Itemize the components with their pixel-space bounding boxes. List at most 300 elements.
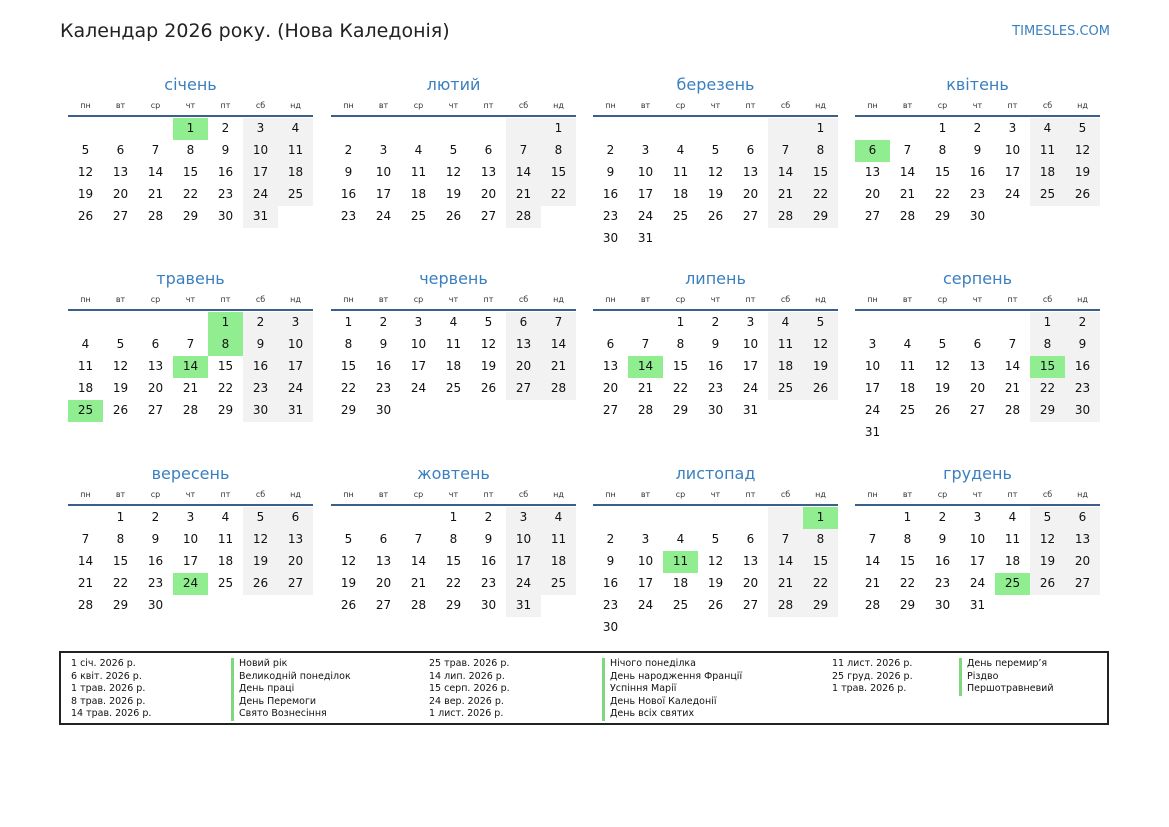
day-cell[interactable]: 18 [899,381,916,395]
day-cell[interactable]: 9 [151,532,160,546]
day-cell[interactable]: 3 [641,532,650,546]
day-cell[interactable]: 14 [147,165,164,179]
day-cell[interactable]: 7 [414,532,423,546]
day-cell[interactable]: 3 [868,337,877,351]
day-cell[interactable]: 3 [243,118,278,140]
day-cell[interactable]: 7 [151,143,160,157]
day-cell[interactable]: 10 [243,140,278,162]
day-cell[interactable]: 24 [410,381,427,395]
day-cell[interactable]: 3 [379,143,388,157]
day-cell[interactable]: 5 [1030,507,1065,529]
day-cell[interactable]: 27 [147,403,164,417]
day-cell[interactable]: 18 [445,359,462,373]
day-cell[interactable]: 22 [1030,378,1065,400]
day-cell[interactable]: 9 [1065,334,1100,356]
day-cell[interactable]: 13 [864,165,881,179]
day-cell[interactable]: 16 [243,356,278,378]
day-cell[interactable]: 21 [410,576,427,590]
day-cell[interactable]: 9 [484,532,493,546]
day-cell[interactable]: 27 [278,573,313,595]
day-cell[interactable]: 6 [484,143,493,157]
day-cell[interactable]: 27 [602,403,619,417]
day-cell[interactable]: 20 [375,576,392,590]
day-cell[interactable]: 14 [1004,359,1021,373]
day-cell[interactable]: 25 [672,209,689,223]
day-cell[interactable]: 30 [147,598,164,612]
day-cell[interactable]: 20 [864,187,881,201]
day-cell[interactable]: 20 [506,356,541,378]
day-cell[interactable]: 21 [77,576,94,590]
day-cell[interactable]: 24 [864,403,881,417]
day-cell[interactable]: 8 [449,532,458,546]
day-cell[interactable]: 1 [541,118,576,140]
day-cell[interactable]: 22 [112,576,129,590]
day-cell[interactable]: 23 [1065,378,1100,400]
day-cell[interactable]: 12 [934,359,951,373]
day-cell[interactable]: 5 [938,337,947,351]
day-cell[interactable]: 17 [969,554,986,568]
day-cell[interactable]: 15 [340,359,357,373]
day-cell[interactable]: 21 [768,573,803,595]
day-cell[interactable]: 4 [1030,118,1065,140]
day-cell[interactable]: 25 [995,573,1030,595]
day-cell[interactable]: 2 [151,510,160,524]
day-cell[interactable]: 12 [1030,529,1065,551]
day-cell[interactable]: 11 [663,551,698,573]
day-cell[interactable]: 24 [506,573,541,595]
day-cell[interactable]: 12 [445,165,462,179]
day-cell[interactable]: 25 [899,403,916,417]
day-cell[interactable]: 9 [243,334,278,356]
day-cell[interactable]: 2 [938,510,947,524]
day-cell[interactable]: 20 [278,551,313,573]
day-cell[interactable]: 23 [934,576,951,590]
day-cell[interactable]: 16 [480,554,497,568]
day-cell[interactable]: 12 [340,554,357,568]
day-cell[interactable]: 17 [410,359,427,373]
day-cell[interactable]: 17 [637,187,654,201]
day-cell[interactable]: 1 [803,118,838,140]
day-cell[interactable]: 16 [1065,356,1100,378]
day-cell[interactable]: 15 [803,162,838,184]
day-cell[interactable]: 9 [344,165,353,179]
day-cell[interactable]: 27 [1065,573,1100,595]
day-cell[interactable]: 11 [278,140,313,162]
day-cell[interactable]: 28 [1004,403,1021,417]
day-cell[interactable]: 4 [221,510,230,524]
day-cell[interactable]: 10 [637,165,654,179]
day-cell[interactable]: 26 [1065,184,1100,206]
day-cell[interactable]: 20 [112,187,129,201]
day-cell[interactable]: 8 [803,140,838,162]
day-cell[interactable]: 9 [606,554,615,568]
day-cell[interactable]: 17 [182,554,199,568]
day-cell[interactable]: 12 [243,529,278,551]
day-cell[interactable]: 18 [77,381,94,395]
day-cell[interactable]: 18 [672,187,689,201]
day-cell[interactable]: 28 [864,598,881,612]
day-cell[interactable]: 10 [410,337,427,351]
day-cell[interactable]: 26 [445,209,462,223]
day-cell[interactable]: 31 [637,231,654,245]
day-cell[interactable]: 28 [77,598,94,612]
day-cell[interactable]: 11 [445,337,462,351]
day-cell[interactable]: 5 [803,312,838,334]
day-cell[interactable]: 14 [77,554,94,568]
day-cell[interactable]: 29 [934,209,951,223]
day-cell[interactable]: 5 [243,507,278,529]
day-cell[interactable]: 2 [606,532,615,546]
day-cell[interactable]: 13 [147,359,164,373]
day-cell[interactable]: 3 [506,507,541,529]
day-cell[interactable]: 27 [742,209,759,223]
day-cell[interactable]: 17 [506,551,541,573]
day-cell[interactable]: 16 [602,576,619,590]
day-cell[interactable]: 22 [803,573,838,595]
day-cell[interactable]: 31 [506,595,541,617]
day-cell[interactable]: 11 [1004,532,1021,546]
day-cell[interactable]: 6 [746,143,755,157]
day-cell[interactable]: 3 [973,510,982,524]
day-cell[interactable]: 25 [672,598,689,612]
day-cell[interactable]: 11 [541,529,576,551]
day-cell[interactable]: 11 [1030,140,1065,162]
day-cell[interactable]: 7 [506,140,541,162]
day-cell[interactable]: 26 [1030,573,1065,595]
day-cell[interactable]: 1 [903,510,912,524]
day-cell[interactable]: 15 [899,554,916,568]
day-cell[interactable]: 14 [628,356,663,378]
day-cell[interactable]: 23 [340,209,357,223]
day-cell[interactable]: 19 [340,576,357,590]
day-cell[interactable]: 18 [278,162,313,184]
day-cell[interactable]: 12 [1065,140,1100,162]
day-cell[interactable]: 17 [864,381,881,395]
day-cell[interactable]: 15 [1030,356,1065,378]
day-cell[interactable]: 13 [602,359,619,373]
day-cell[interactable]: 14 [506,162,541,184]
day-cell[interactable]: 19 [243,551,278,573]
day-cell[interactable]: 10 [969,532,986,546]
day-cell[interactable]: 7 [186,337,195,351]
day-cell[interactable]: 30 [602,231,619,245]
day-cell[interactable]: 1 [208,312,243,334]
day-cell[interactable]: 13 [480,165,497,179]
day-cell[interactable]: 21 [506,184,541,206]
day-cell[interactable]: 30 [480,598,497,612]
day-cell[interactable]: 29 [672,403,689,417]
day-cell[interactable]: 3 [414,315,423,329]
day-cell[interactable]: 29 [1030,400,1065,422]
day-cell[interactable]: 29 [445,598,462,612]
day-cell[interactable]: 18 [541,551,576,573]
day-cell[interactable]: 2 [344,143,353,157]
day-cell[interactable]: 29 [340,403,357,417]
day-cell[interactable]: 26 [112,403,129,417]
day-cell[interactable]: 12 [480,337,497,351]
day-cell[interactable]: 24 [1004,187,1021,201]
day-cell[interactable]: 11 [899,359,916,373]
day-cell[interactable]: 1 [938,121,947,135]
day-cell[interactable]: 18 [1004,554,1021,568]
day-cell[interactable]: 13 [1065,529,1100,551]
day-cell[interactable]: 4 [541,507,576,529]
day-cell[interactable]: 1 [116,510,125,524]
day-cell[interactable]: 4 [278,118,313,140]
day-cell[interactable]: 1 [1030,312,1065,334]
day-cell[interactable]: 4 [676,532,685,546]
day-cell[interactable]: 29 [217,403,234,417]
day-cell[interactable]: 14 [541,334,576,356]
day-cell[interactable]: 4 [676,143,685,157]
day-cell[interactable]: 29 [182,209,199,223]
day-cell[interactable]: 18 [217,554,234,568]
day-cell[interactable]: 16 [217,165,234,179]
day-cell[interactable]: 7 [81,532,90,546]
day-cell[interactable]: 16 [602,187,619,201]
day-cell[interactable]: 14 [173,356,208,378]
day-cell[interactable]: 31 [278,400,313,422]
day-cell[interactable]: 22 [934,187,951,201]
day-cell[interactable]: 23 [243,378,278,400]
day-cell[interactable]: 13 [375,554,392,568]
day-cell[interactable]: 28 [147,209,164,223]
day-cell[interactable]: 8 [938,143,947,157]
day-cell[interactable]: 31 [864,425,881,439]
day-cell[interactable]: 31 [243,206,278,228]
day-cell[interactable]: 10 [864,359,881,373]
day-cell[interactable]: 5 [344,532,353,546]
day-cell[interactable]: 19 [445,187,462,201]
day-cell[interactable]: 1 [173,118,208,140]
day-cell[interactable]: 12 [77,165,94,179]
day-cell[interactable]: 1 [344,315,353,329]
day-cell[interactable]: 4 [414,143,423,157]
day-cell[interactable]: 27 [112,209,129,223]
day-cell[interactable]: 26 [934,403,951,417]
brand-link[interactable]: TIMESLES.COM [1012,24,1110,39]
day-cell[interactable]: 4 [768,312,803,334]
day-cell[interactable]: 20 [969,381,986,395]
day-cell[interactable]: 2 [379,315,388,329]
day-cell[interactable]: 13 [506,334,541,356]
day-cell[interactable]: 22 [182,187,199,201]
day-cell[interactable]: 28 [506,206,541,228]
day-cell[interactable]: 29 [112,598,129,612]
day-cell[interactable]: 22 [672,381,689,395]
day-cell[interactable]: 28 [768,206,803,228]
day-cell[interactable]: 30 [217,209,234,223]
day-cell[interactable]: 26 [707,598,724,612]
day-cell[interactable]: 31 [969,598,986,612]
day-cell[interactable]: 2 [243,312,278,334]
day-cell[interactable]: 12 [112,359,129,373]
day-cell[interactable]: 5 [116,337,125,351]
day-cell[interactable]: 19 [112,381,129,395]
day-cell[interactable]: 11 [672,165,689,179]
day-cell[interactable]: 2 [221,121,230,135]
day-cell[interactable]: 8 [186,143,195,157]
day-cell[interactable]: 26 [77,209,94,223]
day-cell[interactable]: 25 [217,576,234,590]
day-cell[interactable]: 23 [602,598,619,612]
day-cell[interactable]: 11 [410,165,427,179]
day-cell[interactable]: 25 [410,209,427,223]
day-cell[interactable]: 20 [147,381,164,395]
day-cell[interactable]: 18 [1030,162,1065,184]
day-cell[interactable]: 23 [480,576,497,590]
day-cell[interactable]: 22 [217,381,234,395]
day-cell[interactable]: 9 [711,337,720,351]
day-cell[interactable]: 30 [969,209,986,223]
day-cell[interactable]: 12 [707,165,724,179]
day-cell[interactable]: 16 [375,359,392,373]
day-cell[interactable]: 29 [803,206,838,228]
day-cell[interactable]: 4 [81,337,90,351]
day-cell[interactable]: 30 [934,598,951,612]
day-cell[interactable]: 28 [768,595,803,617]
day-cell[interactable]: 25 [1030,184,1065,206]
day-cell[interactable]: 16 [707,359,724,373]
day-cell[interactable]: 6 [973,337,982,351]
day-cell[interactable]: 24 [637,209,654,223]
day-cell[interactable]: 10 [506,529,541,551]
day-cell[interactable]: 15 [541,162,576,184]
day-cell[interactable]: 5 [711,143,720,157]
day-cell[interactable]: 19 [707,576,724,590]
day-cell[interactable]: 22 [803,184,838,206]
day-cell[interactable]: 30 [375,403,392,417]
day-cell[interactable]: 10 [637,554,654,568]
day-cell[interactable]: 8 [116,532,125,546]
day-cell[interactable]: 14 [899,165,916,179]
day-cell[interactable]: 27 [506,378,541,400]
day-cell[interactable]: 26 [243,573,278,595]
day-cell[interactable]: 27 [969,403,986,417]
day-cell[interactable]: 22 [541,184,576,206]
day-cell[interactable]: 6 [151,337,160,351]
day-cell[interactable]: 12 [803,334,838,356]
day-cell[interactable]: 18 [410,187,427,201]
day-cell[interactable]: 8 [676,337,685,351]
day-cell[interactable]: 28 [541,378,576,400]
day-cell[interactable]: 23 [707,381,724,395]
day-cell[interactable]: 22 [445,576,462,590]
day-cell[interactable]: 6 [1065,507,1100,529]
day-cell[interactable]: 27 [742,598,759,612]
day-cell[interactable]: 29 [899,598,916,612]
day-cell[interactable]: 6 [379,532,388,546]
day-cell[interactable]: 1 [449,510,458,524]
day-cell[interactable]: 13 [112,165,129,179]
day-cell[interactable]: 21 [1004,381,1021,395]
day-cell[interactable]: 27 [864,209,881,223]
day-cell[interactable]: 21 [541,356,576,378]
day-cell[interactable]: 24 [637,598,654,612]
day-cell[interactable]: 14 [768,551,803,573]
day-cell[interactable]: 13 [278,529,313,551]
day-cell[interactable]: 26 [340,598,357,612]
day-cell[interactable]: 19 [934,381,951,395]
day-cell[interactable]: 5 [81,143,90,157]
day-cell[interactable]: 28 [899,209,916,223]
day-cell[interactable]: 19 [803,356,838,378]
day-cell[interactable]: 20 [1065,551,1100,573]
day-cell[interactable]: 15 [445,554,462,568]
day-cell[interactable]: 16 [340,187,357,201]
day-cell[interactable]: 16 [934,554,951,568]
day-cell[interactable]: 25 [68,400,103,422]
day-cell[interactable]: 15 [934,165,951,179]
day-cell[interactable]: 2 [711,315,720,329]
day-cell[interactable]: 21 [182,381,199,395]
day-cell[interactable]: 23 [147,576,164,590]
day-cell[interactable]: 10 [1004,143,1021,157]
day-cell[interactable]: 28 [410,598,427,612]
day-cell[interactable]: 16 [147,554,164,568]
day-cell[interactable]: 7 [768,529,803,551]
day-cell[interactable]: 10 [375,165,392,179]
day-cell[interactable]: 6 [855,140,890,162]
day-cell[interactable]: 18 [768,356,803,378]
day-cell[interactable]: 11 [77,359,94,373]
day-cell[interactable]: 21 [147,187,164,201]
day-cell[interactable]: 8 [803,529,838,551]
day-cell[interactable]: 9 [221,143,230,157]
day-cell[interactable]: 24 [969,576,986,590]
day-cell[interactable]: 7 [641,337,650,351]
day-cell[interactable]: 21 [864,576,881,590]
day-cell[interactable]: 15 [182,165,199,179]
day-cell[interactable]: 7 [903,143,912,157]
day-cell[interactable]: 19 [1030,551,1065,573]
day-cell[interactable]: 5 [711,532,720,546]
day-cell[interactable]: 8 [903,532,912,546]
day-cell[interactable]: 24 [742,381,759,395]
day-cell[interactable]: 20 [742,187,759,201]
day-cell[interactable]: 25 [541,573,576,595]
day-cell[interactable]: 20 [480,187,497,201]
day-cell[interactable]: 8 [344,337,353,351]
day-cell[interactable]: 17 [375,187,392,201]
day-cell[interactable]: 6 [506,312,541,334]
day-cell[interactable]: 11 [217,532,234,546]
day-cell[interactable]: 6 [278,507,313,529]
day-cell[interactable]: 17 [742,359,759,373]
day-cell[interactable]: 1 [676,315,685,329]
day-cell[interactable]: 2 [973,121,982,135]
day-cell[interactable]: 17 [278,356,313,378]
day-cell[interactable]: 2 [606,143,615,157]
day-cell[interactable]: 13 [742,165,759,179]
day-cell[interactable]: 7 [868,532,877,546]
day-cell[interactable]: 22 [899,576,916,590]
day-cell[interactable]: 8 [1030,334,1065,356]
day-cell[interactable]: 15 [112,554,129,568]
day-cell[interactable]: 23 [375,381,392,395]
day-cell[interactable]: 31 [742,403,759,417]
day-cell[interactable]: 21 [899,187,916,201]
day-cell[interactable]: 1 [803,507,838,529]
day-cell[interactable]: 3 [278,312,313,334]
day-cell[interactable]: 3 [1008,121,1017,135]
day-cell[interactable]: 28 [637,403,654,417]
day-cell[interactable]: 10 [182,532,199,546]
day-cell[interactable]: 15 [217,359,234,373]
day-cell[interactable]: 9 [606,165,615,179]
day-cell[interactable]: 30 [1065,400,1100,422]
day-cell[interactable]: 16 [969,165,986,179]
